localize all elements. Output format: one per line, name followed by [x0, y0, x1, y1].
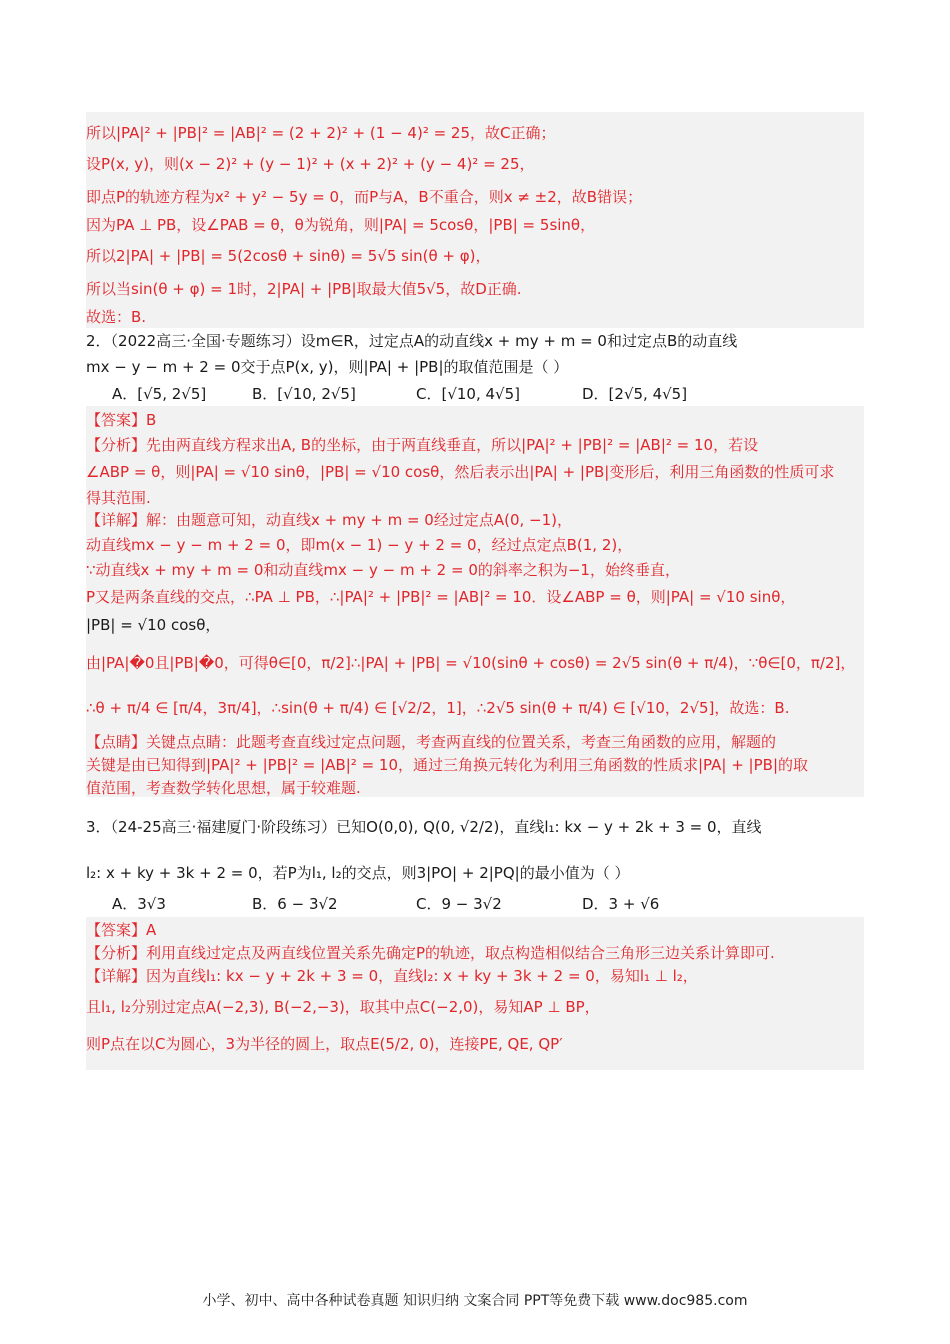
- analysis-line: 【分析】利用直线过定点及两直线位置关系先确定P的轨迹，取点构造相似结合三角形三边关系计算即可.: [86, 944, 775, 962]
- note-line: 值范围，考查数学转化思想，属于较难题.: [86, 779, 361, 797]
- answer-label: 【答案】A: [86, 921, 157, 939]
- solution-line: 设P(x, y)，则(x − 2)² + (y − 1)² + (x + 2)² + (y − 4)² = 25，: [86, 155, 535, 173]
- detail-line: 且l₁, l₂分别过定点A(−2,3), B(−2,−3)，取其中点C(−2,0)，易知AP ⊥ BP，: [86, 998, 600, 1016]
- solution-line: 故选：B.: [86, 308, 147, 326]
- detail-line: P又是两条直线的交点，∴PA ⊥ PB，∴|PA|² + |PB|² = |AB|² = 10．设∠ABP = θ，则|PA| = √10 sinθ，: [86, 588, 796, 606]
- note-line: 【点睛】关键点点睛：此题考查直线过定点问题，考查两直线的位置关系，考查三角函数的应用，解题的: [86, 733, 777, 751]
- question-3-stem-cont: l₂: x + ky + 3k + 2 = 0，若P为l₁, l₂的交点，则3|PO| + 2|PQ|的最小值为（ ）: [86, 864, 630, 882]
- page-footer: 小学、初中、高中各种试卷真题 知识归纳 文案合同 PPT等免费下载 www.doc985.com: [202, 1293, 748, 1309]
- question-3-stem: 3．（24-25高三·福建厦门·阶段练习）已知O(0,0), Q(0, √2/2)，直线l₁: kx − y + 2k + 3 = 0，直线: [86, 818, 762, 836]
- detail-line: 则P点在以C为圆心，3为半径的圆上，取点E(5/2, 0)，连接PE, QE, QP′: [86, 1035, 563, 1053]
- detail-line: 由|PA|�0且|PB|�0，可得θ∈[0，π/2]∴|PA| + |PB| = √10(sinθ + cosθ) = 2√5 sin(θ + π/4)，∵θ∈[0，π/2]，: [86, 654, 856, 672]
- question-2-option-a: A．[√5, 2√5]: [112, 385, 207, 403]
- question-2-option-b: B．[√10, 2√5]: [252, 385, 356, 403]
- solution-block-1: [86, 112, 864, 328]
- answer-label: 【答案】B: [86, 411, 157, 429]
- analysis-line: 得其范围.: [86, 489, 151, 507]
- note-line: 关键是由已知得到|PA|² + |PB|² = |AB|² = 10，通过三角换元转化为利用三角函数的性质求|PA| + |PB|的取: [86, 756, 809, 774]
- question-3-option-b: B．6 − 3√2: [252, 895, 338, 913]
- question-2-option-d: D．[2√5, 4√5]: [582, 385, 688, 403]
- question-3-option-a: A．3√3: [112, 895, 166, 913]
- analysis-line: ∠ABP = θ，则|PA| = √10 sinθ，|PB| = √10 cosθ，然后表示出|PA| + |PB|变形后，利用三角函数的性质可求: [86, 463, 835, 481]
- solution-line: 所以当sin(θ + φ) = 1时，2|PA| + |PB|取最大值5√5，故D正确.: [86, 280, 522, 298]
- solution-line: 即点P的轨迹方程为x² + y² − 5y = 0，而P与A，B不重合，则x ≠ ±2，故B错误；: [86, 188, 643, 206]
- solution-line: 所以2|PA| + |PB| = 5(2cosθ + sinθ) = 5√5 sin(θ + φ)，: [86, 247, 491, 265]
- question-2-stem-cont: mx − y − m + 2 = 0交于点P(x, y)，则|PA| + |PB|的取值范围是（ ）: [86, 358, 569, 376]
- solution-block-3: [86, 917, 864, 1070]
- detail-line: 【详解】解：由题意可知，动直线x + my + m = 0经过定点A(0, −1)，: [86, 511, 572, 529]
- solution-block-2: [86, 406, 864, 797]
- question-3-option-d: D．3 + √6: [582, 895, 660, 913]
- detail-line: 【详解】因为直线l₁: kx − y + 2k + 3 = 0，直线l₂: x + ky + 3k + 2 = 0，易知l₁ ⊥ l₂，: [86, 967, 698, 985]
- detail-line: ∴θ + π/4 ∈ [π/4，3π/4]，∴sin(θ + π/4) ∈ [√2/2，1]，∴2√5 sin(θ + π/4) ∈ [√10，2√5]，故选：B.: [86, 699, 790, 717]
- detail-line: ∵动直线x + my + m = 0和动直线mx − y − m + 2 = 0的斜率之积为−1，始终垂直，: [86, 561, 680, 579]
- solution-line: 因为PA ⊥ PB，设∠PAB = θ，θ为锐角，则|PA| = 5cosθ，|PB| = 5sinθ，: [86, 216, 596, 234]
- analysis-line: 【分析】先由两直线方程求出A, B的坐标，由于两直线垂直，所以|PA|² + |PB|² = |AB|² = 10，若设: [86, 436, 759, 454]
- solution-line: 所以|PA|² + |PB|² = |AB|² = (2 + 2)² + (1 − 4)² = 25，故C正确；: [86, 124, 556, 142]
- detail-line: |PB| = √10 cosθ，: [86, 616, 221, 634]
- detail-line: 动直线mx − y − m + 2 = 0，即m(x − 1) − y + 2 = 0，经过点定点B(1, 2)，: [86, 536, 633, 554]
- question-3-option-c: C．9 − 3√2: [416, 895, 502, 913]
- question-2-stem: 2．（2022高三·全国·专题练习）设m∈R，过定点A的动直线x + my + m = 0和过定点B的动直线: [86, 332, 738, 350]
- question-2-option-c: C．[√10, 4√5]: [416, 385, 521, 403]
